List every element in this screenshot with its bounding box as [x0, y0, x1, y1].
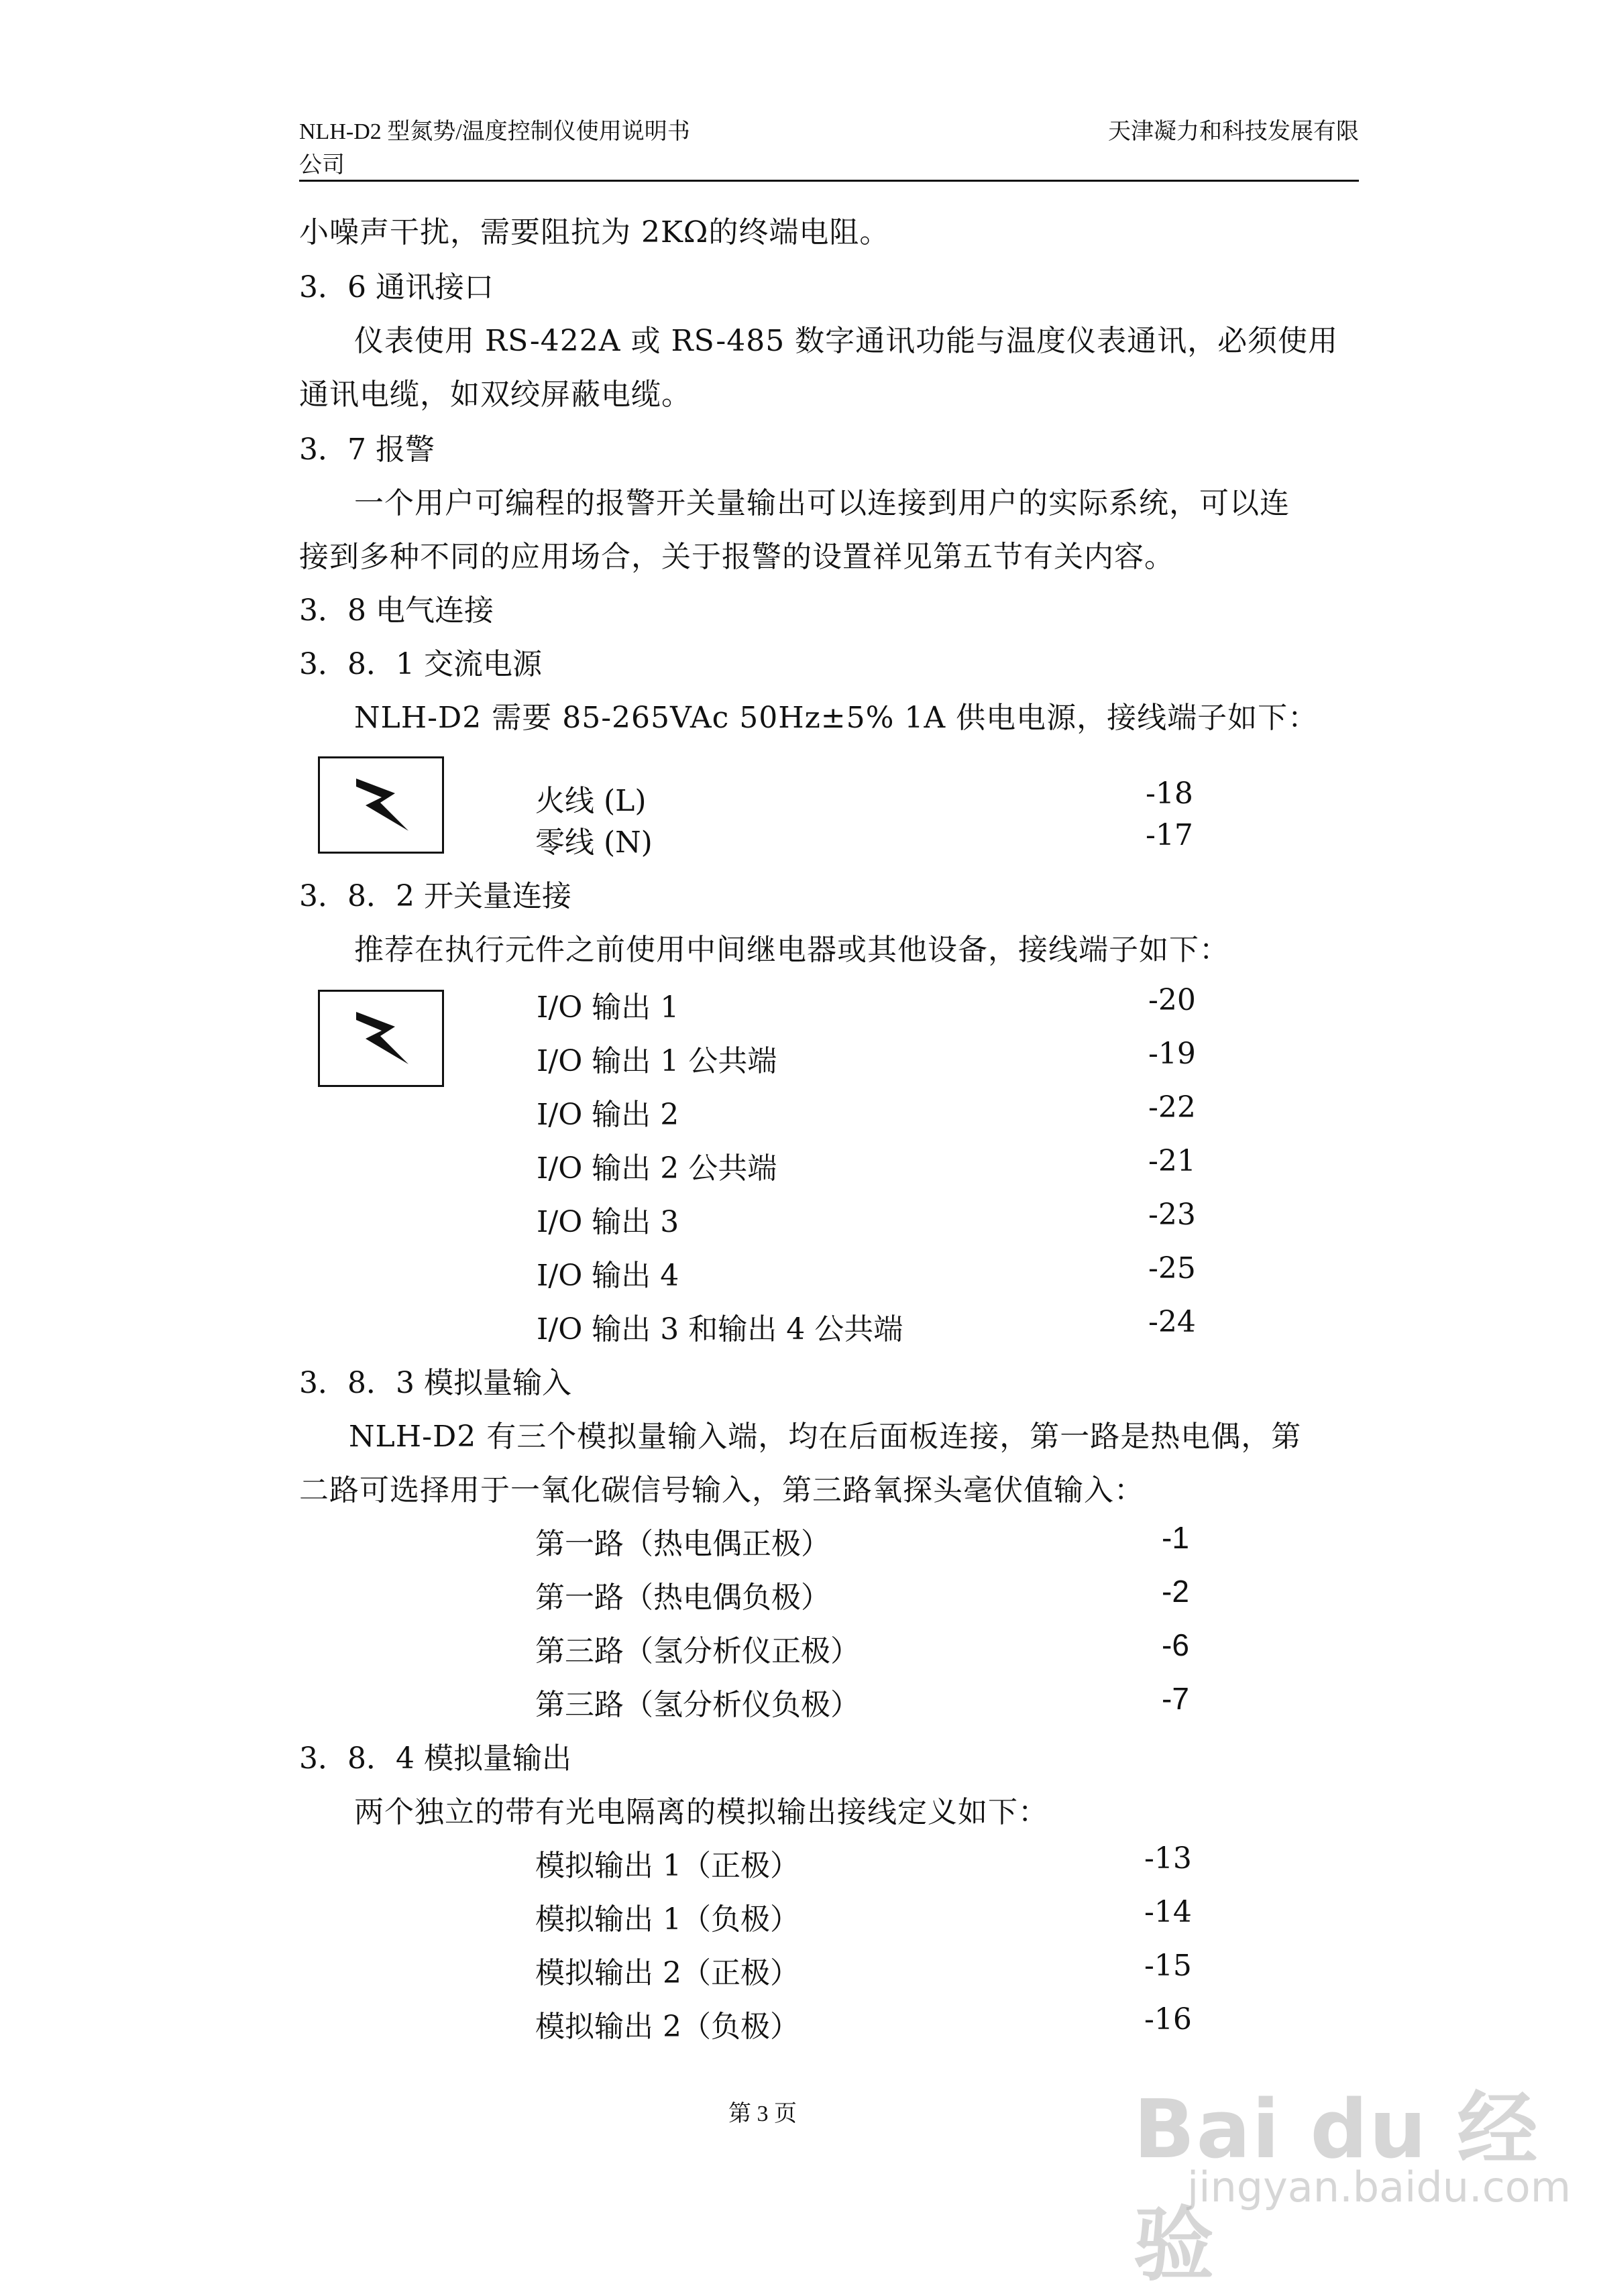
io-terminal-label: I/O 输出 3	[537, 1205, 679, 1239]
paragraph: NLH-D2 有三个模拟量输入端，均在后面板连接，第一路是热电偶，第	[349, 1420, 1302, 1454]
baidu-watermark-logo: Bai du 经验	[1134, 2083, 1539, 2292]
analog-output-label: 模拟输出 1（负极）	[535, 1902, 800, 1937]
paragraph: 接到多种不同的应用场合，关于报警的设置祥见第五节有关内容。	[299, 540, 1174, 574]
analog-input-label: 第一路（热电偶负极）	[535, 1581, 830, 1615]
paragraph: 一个用户可编程的报警开关量输出可以连接到用户的实际系统，可以连	[354, 486, 1290, 520]
io-terminal-label: I/O 输出 1	[537, 990, 679, 1025]
analog-output-label: 模拟输出 1（正极）	[535, 1849, 800, 1883]
io-terminal-number: -23	[1148, 1198, 1196, 1232]
section-heading: 3．8．2 开关量连接	[299, 879, 571, 913]
header-company: 天津凝力和科技发展有限	[1108, 119, 1359, 144]
section-heading: 3．7 报警	[299, 433, 435, 467]
analog-input-number: -6	[1162, 1627, 1189, 1662]
paragraph: 推荐在执行元件之前使用中间继电器或其他设备，接线端子如下：	[354, 933, 1229, 967]
text-line: 小噪声干扰，需要阻抗为 2KΩ的终端电阻。	[299, 215, 890, 249]
analog-input-label: 第三路（氢分析仪负极）	[535, 1688, 860, 1722]
io-terminal-number: -21	[1148, 1144, 1196, 1178]
baidu-watermark-url: jingyan.baidu.com	[1187, 2163, 1572, 2212]
analog-input-label: 第一路（热电偶正极）	[535, 1527, 830, 1561]
io-terminal-number: -25	[1148, 1251, 1196, 1285]
section-heading: 3．8．3 模拟量输入	[299, 1366, 571, 1400]
paragraph: 通讯电缆，如双绞屏蔽电缆。	[299, 378, 692, 412]
analog-output-number: -14	[1144, 1895, 1192, 1929]
section-heading: 3．6 通讯接口	[299, 270, 494, 304]
analog-output-number: -16	[1144, 2002, 1192, 2036]
paragraph: 二路可选择用于一氧化碳信号输入，第三路氧探头毫伏值输入：	[299, 1473, 1144, 1507]
io-terminal-number: -20	[1148, 983, 1196, 1017]
page-number: 第 3 页	[728, 2102, 797, 2126]
header-title-cont: 公司	[299, 153, 345, 178]
power-terminal-number: -17	[1146, 818, 1193, 852]
section-heading: 3．8．4 模拟量输出	[299, 1741, 571, 1776]
header-title: NLH-D2 型氮势/温度控制仪使用说明书	[299, 119, 690, 144]
analog-output-number: -15	[1144, 1949, 1192, 1983]
analog-output-label: 模拟输出 2（负极）	[535, 2010, 800, 2044]
section-heading: 3．8 电气连接	[299, 593, 494, 628]
io-terminal-label: I/O 输出 2 公共端	[537, 1151, 777, 1186]
io-terminal-label: I/O 输出 4	[537, 1259, 679, 1293]
paragraph: NLH-D2 需要 85-265VAc 50Hz±5% 1A 供电电源，接线端子如下：	[354, 701, 1319, 735]
analog-input-number: -2	[1162, 1574, 1189, 1609]
power-terminal-number: -18	[1146, 777, 1193, 811]
paragraph: 仪表使用 RS-422A 或 RS-485 数字通讯功能与温度仪表通讯，必须使用	[354, 324, 1339, 358]
analog-input-number: -1	[1162, 1520, 1189, 1555]
paragraph: 两个独立的带有光电隔离的模拟输出接线定义如下：	[354, 1795, 1048, 1829]
header-rule	[299, 180, 1359, 182]
io-terminal-label: I/O 输出 1 公共端	[537, 1044, 777, 1078]
analog-output-label: 模拟输出 2（正极）	[535, 1956, 800, 1990]
io-terminal-number: -22	[1148, 1090, 1196, 1125]
section-heading: 3．8．1 交流电源	[299, 647, 542, 681]
io-terminal-number: -19	[1148, 1037, 1196, 1071]
lightning-warning-icon	[318, 990, 444, 1087]
analog-input-number: -7	[1162, 1681, 1189, 1716]
power-terminal-label: 火线 (L)	[535, 784, 647, 818]
power-terminal-label: 零线 (N)	[535, 825, 653, 860]
io-terminal-label: I/O 输出 2	[537, 1098, 679, 1132]
analog-output-number: -13	[1144, 1841, 1192, 1876]
io-terminal-number: -24	[1148, 1305, 1196, 1339]
lightning-warning-icon	[318, 756, 444, 854]
analog-input-label: 第三路（氢分析仪正极）	[535, 1634, 860, 1668]
io-terminal-label: I/O 输出 3 和输出 4 公共端	[537, 1312, 903, 1346]
